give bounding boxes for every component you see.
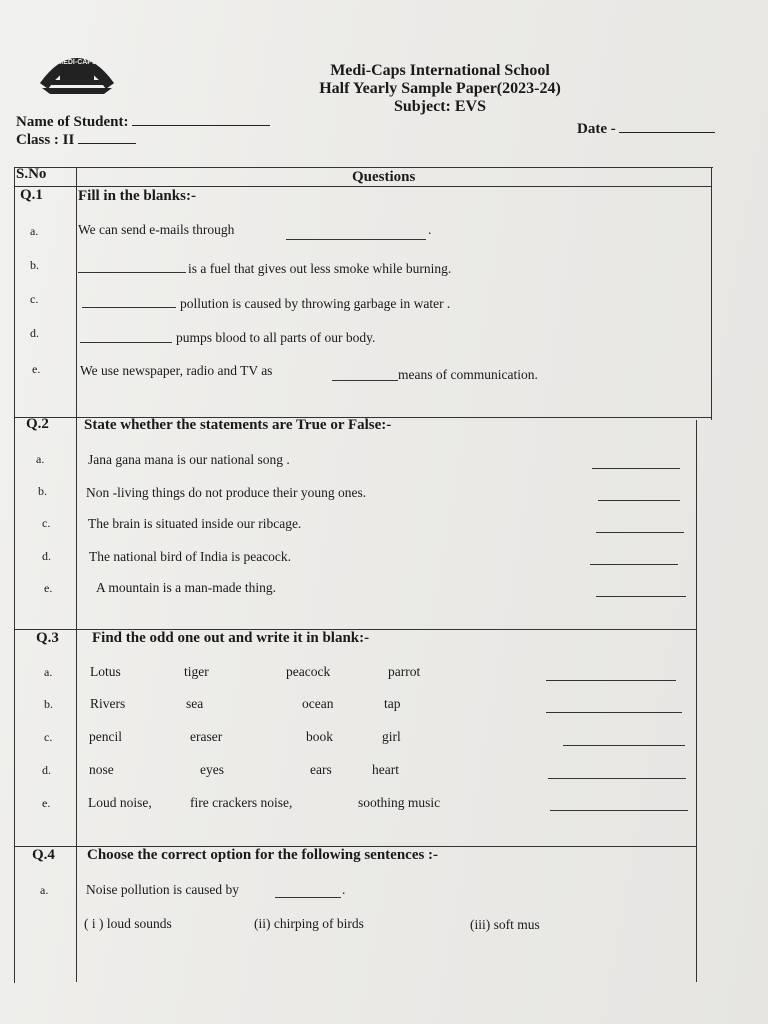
q4-option-3[interactable]: (iii) soft mus: [470, 917, 540, 932]
q3-a-label: a.: [44, 665, 53, 679]
q4-a-blank[interactable]: [275, 897, 341, 898]
school-name: Medi-Caps International School: [330, 62, 550, 79]
q1-c-blank[interactable]: [82, 307, 176, 308]
date-label: Date -: [577, 121, 616, 137]
q4-number: Q.4: [32, 847, 55, 863]
q1-title: Fill in the blanks:-: [78, 188, 196, 204]
q2-e-text: A mountain is a man-made thing.: [96, 580, 276, 595]
q3-d-word1: nose: [89, 762, 114, 777]
q2-e-label: e.: [44, 581, 53, 595]
table-right-border-q1: [711, 192, 712, 420]
q3-c-word4: girl: [382, 729, 401, 744]
q1-e-end: means of communication.: [398, 367, 538, 382]
q3-a-word2: tiger: [184, 664, 209, 679]
q3-e-word1: Loud noise,: [88, 795, 152, 810]
q1-b-text: is a fuel that gives out less smoke while burning.: [188, 261, 452, 276]
q4-a-label: a.: [40, 883, 49, 897]
q3-c-blank[interactable]: [563, 745, 685, 746]
q3-title: Find the odd one out and write it in blank:-: [92, 630, 370, 646]
sno-header: S.No: [16, 166, 47, 182]
q3-b-word2: sea: [186, 696, 204, 711]
q1-e-label: e.: [32, 362, 41, 376]
q1-d-label: d.: [30, 326, 39, 340]
student-name-blank[interactable]: [132, 125, 270, 126]
q3-c-word1: pencil: [89, 729, 122, 744]
q1-e-text: We use newspaper, radio and TV as: [80, 363, 273, 378]
paper-title: Half Yearly Sample Paper(2023-24): [319, 80, 561, 97]
q3-d-blank[interactable]: [548, 778, 686, 779]
q1-c-text: pollution is caused by throwing garbage in water .: [180, 296, 451, 311]
q3-c-word2: eraser: [190, 729, 223, 744]
q3-a-word1: Lotus: [90, 664, 121, 679]
q2-c-blank[interactable]: [596, 532, 684, 533]
q1-d-blank[interactable]: [80, 342, 172, 343]
class-field[interactable]: [16, 132, 136, 149]
q1-b-blank[interactable]: [78, 272, 186, 273]
column-divider: [76, 167, 77, 982]
q3-b-word4: tap: [384, 696, 401, 711]
class-blank[interactable]: [78, 143, 136, 144]
student-name-field[interactable]: [16, 114, 270, 131]
q2-d-label: d.: [42, 549, 51, 563]
q3-number: Q.3: [36, 630, 59, 646]
q1-d-text: pumps blood to all parts of our body.: [176, 330, 376, 345]
q2-d-blank[interactable]: [590, 564, 678, 565]
q2-c-label: c.: [42, 516, 51, 530]
q4-option-2[interactable]: (ii) chirping of birds: [254, 916, 364, 931]
q4-option-1[interactable]: ( i ) loud sounds: [84, 916, 172, 931]
q3-c-label: c.: [44, 730, 53, 744]
logo-text: MEDI-CAPS: [57, 59, 97, 66]
q1-a-blank[interactable]: [286, 239, 426, 240]
q3-b-word3: ocean: [302, 696, 334, 711]
q2-a-label: a.: [36, 452, 45, 466]
q2-e-blank[interactable]: [596, 596, 686, 597]
q4-a-text: Noise pollution is caused by: [86, 882, 239, 897]
q3-d-word4: heart: [372, 762, 399, 777]
q3-e-word2: fire crackers noise,: [190, 795, 293, 810]
q3-a-blank[interactable]: [546, 680, 676, 681]
q3-e-blank[interactable]: [550, 810, 688, 811]
q3-d-word2: eyes: [200, 762, 224, 777]
q1-number: Q.1: [20, 187, 43, 203]
school-logo: [38, 46, 116, 96]
table-right-border-top: [711, 167, 712, 192]
q3-c-word3: book: [306, 729, 333, 744]
q1-a-end: .: [428, 222, 432, 237]
q3-b-label: b.: [44, 697, 53, 711]
q3-e-label: e.: [42, 796, 51, 810]
table-right-border-lower: [696, 420, 697, 982]
q1-b-label: b.: [30, 258, 39, 272]
q3-b-blank[interactable]: [546, 712, 682, 713]
q3-d-label: d.: [42, 763, 51, 777]
q1-c-label: c.: [30, 292, 39, 306]
q3-d-word3: ears: [310, 762, 332, 777]
q1-a-label: a.: [30, 224, 39, 238]
student-name-label: Name of Student:: [16, 114, 129, 130]
date-field[interactable]: [577, 121, 715, 138]
q3-a-word3: peacock: [286, 664, 331, 679]
q3-e-word3: soothing music: [358, 795, 441, 810]
q2-b-blank[interactable]: [598, 500, 680, 501]
q2-title: State whether the statements are True or False:-: [84, 417, 392, 433]
q1-a-text: We can send e-mails through: [78, 222, 235, 237]
questions-header: Questions: [352, 169, 416, 185]
q2-number: Q.2: [26, 416, 49, 432]
q3-a-word4: parrot: [388, 664, 421, 679]
class-label: Class : II: [16, 132, 75, 148]
q2-a-blank[interactable]: [592, 468, 680, 469]
q2-c-text: The brain is situated inside our ribcage.: [88, 516, 302, 531]
q1-e-blank[interactable]: [332, 380, 398, 381]
q3-b-word1: Rivers: [90, 696, 126, 711]
q2-b-label: b.: [38, 484, 47, 498]
q2-a-text: Jana gana mana is our national song .: [88, 452, 290, 467]
q4-title: Choose the correct option for the following sentences :-: [87, 847, 439, 863]
q2-b-text: Non -living things do not produce their young ones.: [86, 485, 367, 500]
q4-a-end: .: [342, 882, 346, 897]
header-row-divider: [14, 186, 712, 187]
q2-d-text: The national bird of India is peacock.: [89, 549, 292, 564]
date-blank[interactable]: [619, 132, 715, 133]
subject-title: Subject: EVS: [393, 98, 486, 115]
